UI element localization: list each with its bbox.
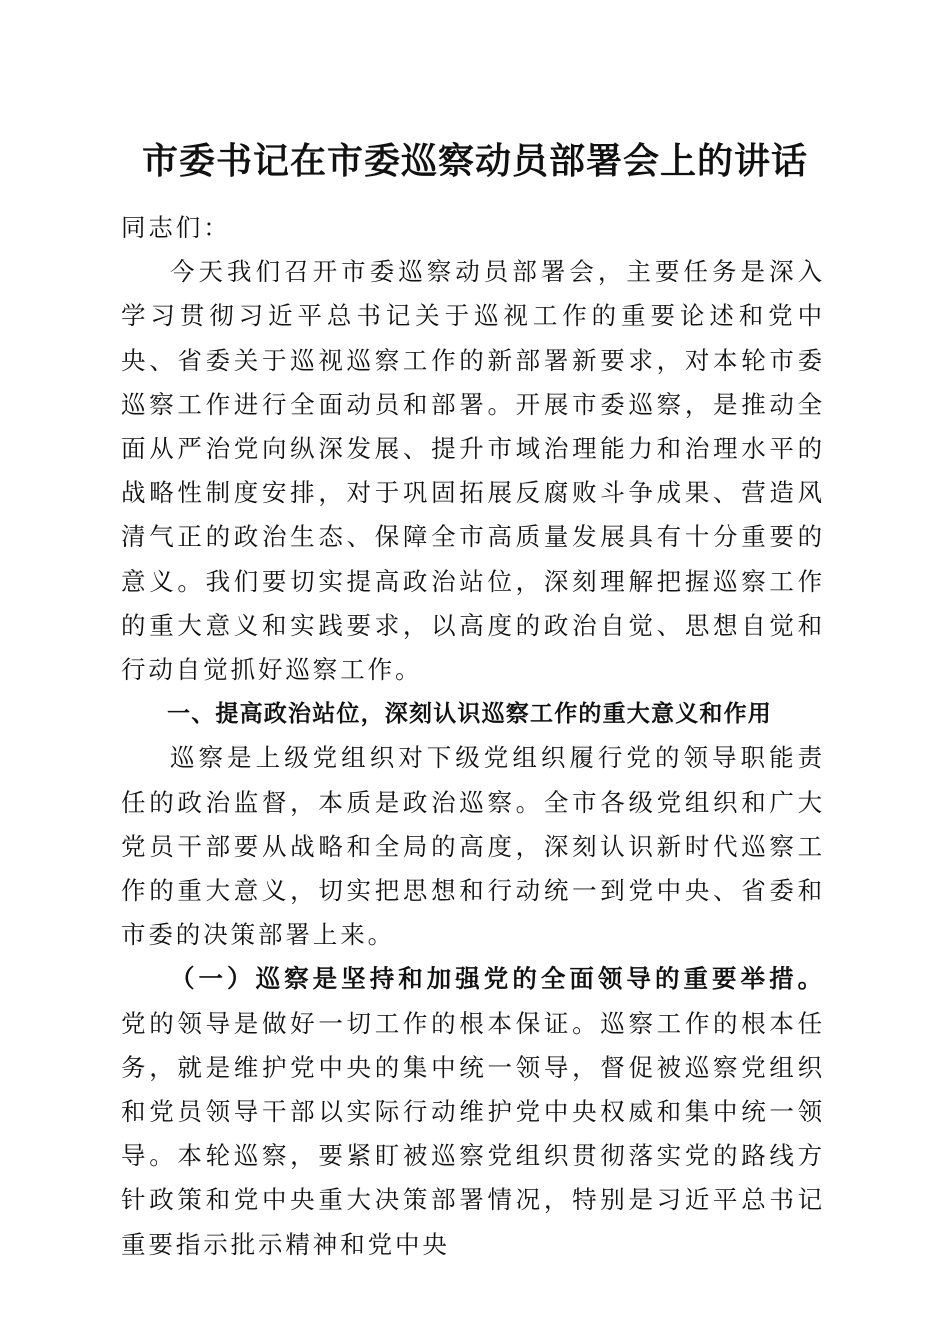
subsection-1-lead: （一）巡察是坚持和加强党的全面领导的重要举措。 — [170, 964, 825, 994]
subsection-1-body: 党的领导是做好一切工作的根本保证。巡察工作的根本任务，就是维护党中央的集中统一领导，督促被巡察党组织和党员领导干部以实际行动维护党中央权威和集中统一领导。本轮巡察，要紧盯被巡察党组织贯彻落实党的路线方针政策和党中央重大决策部署情况，特别是习近平总书记重要指示批示精神和党中央 — [121, 1008, 825, 1259]
subsection-1-paragraph — [121, 957, 825, 1266]
salutation: 同志们： — [121, 213, 231, 242]
section-heading-1: 一、提高政治站位，深刻认识巡察工作的重大意义和作用 — [167, 701, 772, 728]
document-title: 市委书记在市委巡察动员部署会上的讲话 — [141, 140, 808, 182]
document-body — [121, 206, 825, 1267]
intro-paragraph: 今天我们召开市委巡察动员部署会，主要任务是深入学习贯彻习近平总书记关于巡视工作的重要论述和党中央、省委关于巡视巡察工作的新部署新要求，对本轮市委巡察工作进行全面动员和部署。开展市委巡察，是推动全面从严治党向纵深发展、提升市域治理能力和治理水平的战略性制度安排，对于巩固拓展反腐败斗争成果、营造风清气正的政治生态、保障全市高质量发展具有十分重要的意义。我们要切实提高政治站位，深刻理解把握巡察工作的重大意义和实践要求，以高度的政治自觉、思想自觉和行动自觉抓好巡察工作。 — [121, 257, 825, 685]
section-1-paragraph: 巡察是上级党组织对下级党组织履行党的领导职能责任的政治监督，本质是政治巡察。全市各级党组织和广大党员干部要从战略和全局的高度，深刻认识新时代巡察工作的重大意义，切实把思想和行动统一到党中央、省委和市委的决策部署上来。 — [121, 743, 825, 950]
